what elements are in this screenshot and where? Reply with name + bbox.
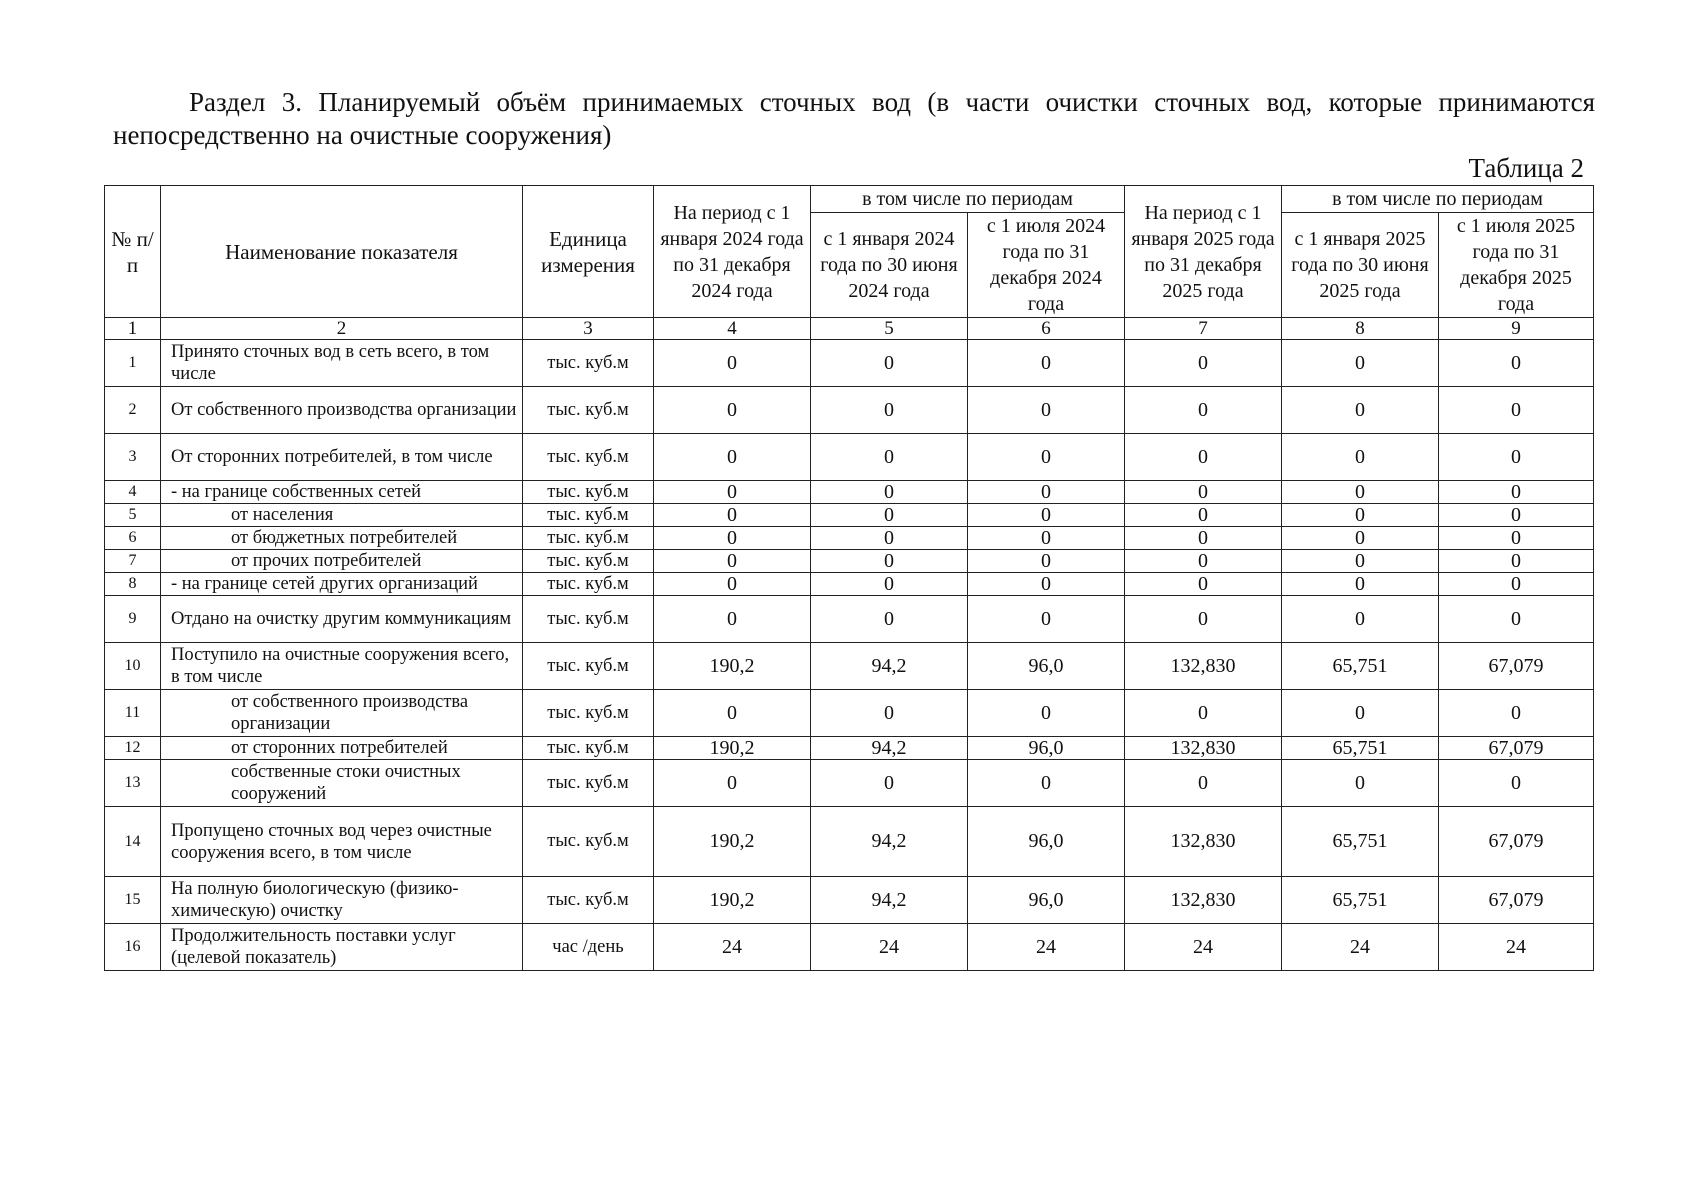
value-cell: 0 [811, 690, 968, 737]
value-cell: 0 [654, 550, 811, 573]
table-row [105, 387, 1594, 434]
unit-cell: тыс. куб.м [523, 550, 654, 573]
column-number: 3 [523, 318, 654, 340]
value-cell: 0 [1125, 340, 1282, 387]
value-cell: 24 [654, 924, 811, 971]
value-cell: 190,2 [654, 807, 811, 877]
unit-cell: тыс. куб.м [523, 643, 654, 690]
indicator-name: На полную биологическую (физико-химическую) очистку [161, 877, 523, 924]
table-row [105, 643, 1594, 690]
header-h1-2025: с 1 января 2025 года по 30 июня 2025 года [1282, 213, 1439, 318]
value-cell: 0 [1439, 340, 1594, 387]
value-cell: 0 [654, 527, 811, 550]
value-cell: 0 [654, 340, 811, 387]
value-cell: 132,830 [1125, 737, 1282, 760]
value-cell: 0 [968, 760, 1125, 807]
unit-cell: тыс. куб.м [523, 527, 654, 550]
value-cell: 132,830 [1125, 807, 1282, 877]
indicator-name: - на границе собственных сетей [161, 481, 523, 504]
value-cell: 0 [968, 504, 1125, 527]
value-cell: 0 [654, 690, 811, 737]
value-cell: 94,2 [811, 807, 968, 877]
column-number: 8 [1282, 318, 1439, 340]
column-number-row [105, 318, 1594, 340]
value-cell: 0 [654, 573, 811, 596]
row-number: 12 [105, 737, 161, 760]
value-cell: 0 [1439, 504, 1594, 527]
value-cell: 96,0 [968, 643, 1125, 690]
value-cell: 0 [1439, 434, 1594, 481]
header-unit: Единица измерения [523, 186, 654, 318]
unit-cell: тыс. куб.м [523, 737, 654, 760]
row-number: 14 [105, 807, 161, 877]
column-number: 4 [654, 318, 811, 340]
value-cell: 0 [654, 504, 811, 527]
header-name: Наименование показателя [161, 186, 523, 318]
header-including-2025: в том числе по периодам [1282, 186, 1594, 213]
unit-cell: тыс. куб.м [523, 481, 654, 504]
row-number: 8 [105, 573, 161, 596]
value-cell: 24 [1282, 924, 1439, 971]
section-heading: Раздел 3. Планируемый объём принимаемых сточных вод (в части очистки сточных вод, которые принимаются непосредственно на очистные сооружения) [113, 87, 1595, 150]
value-cell: 0 [1282, 573, 1439, 596]
value-cell: 67,079 [1439, 807, 1594, 877]
value-cell: 0 [968, 596, 1125, 643]
row-number: 16 [105, 924, 161, 971]
header-period-2025: На период с 1 января 2025 года по 31 декабря 2025 года [1125, 186, 1282, 318]
column-number: 7 [1125, 318, 1282, 340]
value-cell: 0 [1282, 527, 1439, 550]
value-cell: 0 [1282, 387, 1439, 434]
value-cell: 96,0 [968, 807, 1125, 877]
value-cell: 0 [968, 573, 1125, 596]
row-number: 11 [105, 690, 161, 737]
value-cell: 0 [1439, 760, 1594, 807]
value-cell: 0 [1125, 504, 1282, 527]
value-cell: 0 [654, 387, 811, 434]
value-cell: 0 [1282, 504, 1439, 527]
table-row [105, 527, 1594, 550]
unit-cell: час /день [523, 924, 654, 971]
table-row [105, 434, 1594, 481]
unit-cell: тыс. куб.м [523, 387, 654, 434]
indicator-name: собственные стоки очистных сооружений [161, 760, 523, 807]
indicator-name: Поступило на очистные сооружения всего, в том числе [161, 643, 523, 690]
value-cell: 0 [1282, 760, 1439, 807]
value-cell: 0 [1439, 481, 1594, 504]
unit-cell: тыс. куб.м [523, 596, 654, 643]
value-cell: 67,079 [1439, 737, 1594, 760]
indicator-name: Принято сточных вод в сеть всего, в том числе [161, 340, 523, 387]
value-cell: 0 [1282, 481, 1439, 504]
value-cell: 0 [654, 596, 811, 643]
column-number: 2 [161, 318, 523, 340]
value-cell: 190,2 [654, 643, 811, 690]
row-number: 13 [105, 760, 161, 807]
row-number: 10 [105, 643, 161, 690]
planned-volume-table [104, 185, 1594, 971]
value-cell: 0 [811, 760, 968, 807]
value-cell: 0 [811, 504, 968, 527]
indicator-name: от собственного производства организации [161, 690, 523, 737]
row-number: 7 [105, 550, 161, 573]
unit-cell: тыс. куб.м [523, 340, 654, 387]
table-row [105, 877, 1594, 924]
value-cell: 0 [1125, 596, 1282, 643]
value-cell: 0 [1125, 760, 1282, 807]
unit-cell: тыс. куб.м [523, 504, 654, 527]
value-cell: 0 [968, 387, 1125, 434]
value-cell: 0 [1125, 550, 1282, 573]
row-number: 6 [105, 527, 161, 550]
value-cell: 190,2 [654, 737, 811, 760]
value-cell: 0 [811, 550, 968, 573]
table-body [105, 340, 1594, 971]
indicator-name: Пропущено сточных вод через очистные сооружения всего, в том числе [161, 807, 523, 877]
row-number: 2 [105, 387, 161, 434]
header-num: № п/п [105, 186, 161, 318]
value-cell: 0 [811, 434, 968, 481]
indicator-name: От собственного производства организации [161, 387, 523, 434]
indicator-name: от сторонних потребителей [161, 737, 523, 760]
value-cell: 0 [1125, 434, 1282, 481]
indicator-name: Отдано на очистку другим коммуникациям [161, 596, 523, 643]
table-row [105, 340, 1594, 387]
value-cell: 0 [1439, 596, 1594, 643]
value-cell: 0 [811, 573, 968, 596]
value-cell: 190,2 [654, 877, 811, 924]
value-cell: 0 [1125, 387, 1282, 434]
indicator-name: от прочих потребителей [161, 550, 523, 573]
value-cell: 94,2 [811, 643, 968, 690]
row-number: 9 [105, 596, 161, 643]
value-cell: 65,751 [1282, 737, 1439, 760]
column-number: 5 [811, 318, 968, 340]
table-row [105, 737, 1594, 760]
value-cell: 96,0 [968, 737, 1125, 760]
unit-cell: тыс. куб.м [523, 434, 654, 481]
value-cell: 0 [968, 340, 1125, 387]
unit-cell: тыс. куб.м [523, 877, 654, 924]
indicator-name: Продолжительность поставки услуг (целевой показатель) [161, 924, 523, 971]
value-cell: 0 [968, 481, 1125, 504]
table-row [105, 481, 1594, 504]
header-h2-2025: с 1 июля 2025 года по 31 декабря 2025 года [1439, 213, 1594, 318]
value-cell: 0 [968, 527, 1125, 550]
unit-cell: тыс. куб.м [523, 760, 654, 807]
value-cell: 24 [1439, 924, 1594, 971]
table-row [105, 807, 1594, 877]
indicator-name: - на границе сетей других организаций [161, 573, 523, 596]
value-cell: 0 [1439, 387, 1594, 434]
value-cell: 0 [1282, 596, 1439, 643]
indicator-name: от бюджетных потребителей [161, 527, 523, 550]
value-cell: 0 [811, 481, 968, 504]
header-h1-2024: с 1 января 2024 года по 30 июня 2024 года [811, 213, 968, 318]
value-cell: 0 [1439, 573, 1594, 596]
table-label: Таблица 2 [1468, 153, 1584, 183]
value-cell: 24 [1125, 924, 1282, 971]
value-cell: 0 [811, 527, 968, 550]
row-number: 5 [105, 504, 161, 527]
unit-cell: тыс. куб.м [523, 807, 654, 877]
row-number: 4 [105, 481, 161, 504]
value-cell: 65,751 [1282, 807, 1439, 877]
value-cell: 67,079 [1439, 643, 1594, 690]
column-number: 1 [105, 318, 161, 340]
value-cell: 0 [968, 690, 1125, 737]
value-cell: 65,751 [1282, 643, 1439, 690]
indicator-name: От сторонних потребителей, в том числе [161, 434, 523, 481]
value-cell: 132,830 [1125, 877, 1282, 924]
value-cell: 0 [1282, 340, 1439, 387]
value-cell: 67,079 [1439, 877, 1594, 924]
value-cell: 0 [1439, 527, 1594, 550]
value-cell: 0 [811, 596, 968, 643]
table-row [105, 573, 1594, 596]
table-row [105, 690, 1594, 737]
value-cell: 94,2 [811, 737, 968, 760]
column-number: 9 [1439, 318, 1594, 340]
indicator-name: от населения [161, 504, 523, 527]
value-cell: 96,0 [968, 877, 1125, 924]
header-h2-2024: с 1 июля 2024 года по 31 декабря 2024 года [968, 213, 1125, 318]
value-cell: 0 [1125, 481, 1282, 504]
value-cell: 24 [811, 924, 968, 971]
table-row [105, 504, 1594, 527]
table-row [105, 760, 1594, 807]
table-row [105, 596, 1594, 643]
value-cell: 0 [654, 434, 811, 481]
table-row [105, 924, 1594, 971]
value-cell: 0 [1282, 434, 1439, 481]
table-row [105, 550, 1594, 573]
header-including-2024: в том числе по периодам [811, 186, 1125, 213]
value-cell: 0 [1282, 550, 1439, 573]
header-period-2024: На период с 1 января 2024 года по 31 декабря 2024 года [654, 186, 811, 318]
value-cell: 0 [1439, 550, 1594, 573]
value-cell: 0 [1125, 527, 1282, 550]
value-cell: 0 [1282, 690, 1439, 737]
value-cell: 0 [968, 434, 1125, 481]
value-cell: 65,751 [1282, 877, 1439, 924]
value-cell: 132,830 [1125, 643, 1282, 690]
column-number: 6 [968, 318, 1125, 340]
unit-cell: тыс. куб.м [523, 573, 654, 596]
value-cell: 0 [1439, 690, 1594, 737]
row-number: 1 [105, 340, 161, 387]
value-cell: 0 [1125, 573, 1282, 596]
value-cell: 94,2 [811, 877, 968, 924]
value-cell: 0 [1125, 690, 1282, 737]
value-cell: 0 [654, 760, 811, 807]
row-number: 15 [105, 877, 161, 924]
value-cell: 24 [968, 924, 1125, 971]
unit-cell: тыс. куб.м [523, 690, 654, 737]
value-cell: 0 [811, 387, 968, 434]
value-cell: 0 [811, 340, 968, 387]
row-number: 3 [105, 434, 161, 481]
value-cell: 0 [654, 481, 811, 504]
value-cell: 0 [968, 550, 1125, 573]
